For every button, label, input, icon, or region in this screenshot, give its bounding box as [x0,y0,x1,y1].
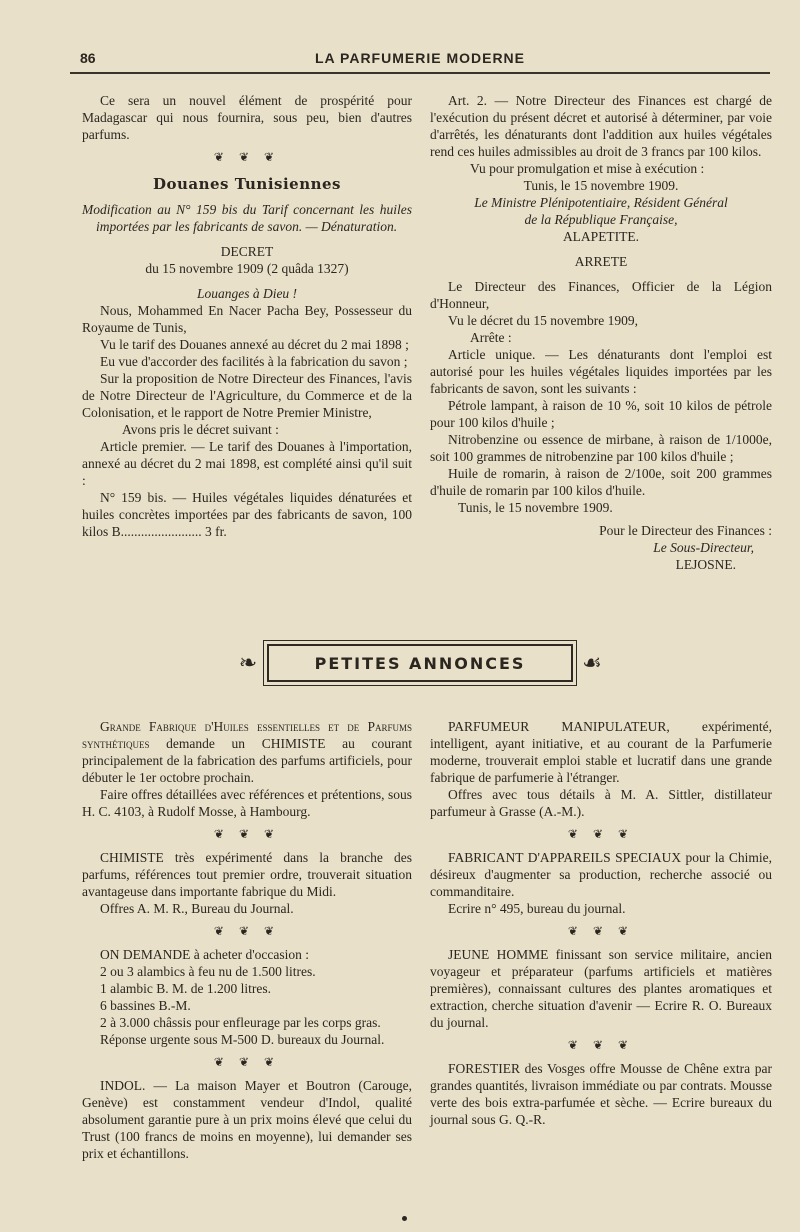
arrete-paragraph: Tunis, le 15 novembre 1909. [458,500,613,515]
signature-line: Pour le Directeur des Finances : [599,523,772,538]
decree-paragraph: Article premier. — Le tarif des Douanes à l'importation, annexé au décret du 2 mai 1898, est complété ainsi qu'il suit : [82,439,412,488]
ad-item: 1 alambic B. M. de 1.200 litres. [100,981,271,996]
decree-paragraph: Nous, Mohammed En Nacer Pacha Bey, Possesseur du Royaume de Tunis, [82,303,412,335]
place-date: Tunis, le 15 novembre 1909. [523,178,679,193]
minister-title: Le Ministre Plénipotentiaire, Résident Général [474,195,728,210]
minister-title: de la République Française, [524,212,678,227]
ad-contact: Ecrire n° 495, bureau du journal. [448,901,626,916]
arrete-paragraph: Vu le décret du 15 novembre 1909, [448,313,639,328]
header-rule [70,72,770,74]
arrete-paragraph: Article unique. — Les dénaturants dont l'emploi est autorisé pour les huiles végétales liquides importées par les fabricants de savon, sont les suivants : [430,347,772,396]
classified-ad: CHIMISTE très expérimenté dans la branche des parfums, références tout premier ordre, trouverait situation avantageuse dans importante fabrique du Midi. [82,850,412,899]
column-annonces-right [430,718,772,1128]
classified-ad: FABRICANT D'APPAREILS SPECIAUX pour la Chimie, désireux d'augmenter sa production, recherche associé ou commanditaire. [430,850,772,899]
ad-item: 2 à 3.000 châssis pour enfleurage par les corps gras. [100,1015,381,1030]
ornament-divider: ❦ ❦ ❦ [213,150,281,164]
ornament-divider: ❦ ❦ ❦ [213,924,281,938]
arrete-paragraph: Le Directeur des Finances, Officier de la Légion d'Honneur, [430,279,772,311]
ornament-divider: ❦ ❦ ❦ [567,1038,635,1052]
ad-contact: Faire offres détaillées avec références et prétentions, sous H. C. 4103, à Rudolf Mosse, à Hambourg. [82,787,412,819]
section-subtitle: Modification au N° 159 bis du Tarif concernant les huiles importées par les fabricants de savon. — Dénaturation. [82,202,412,234]
praise-line: Louanges à Dieu ! [196,286,298,301]
column-top-left [82,92,412,540]
banner-title: PETITES ANNONCES [314,654,526,673]
decree-paragraph: Art. 2. — Notre Directeur des Finances est chargé de l'exécution du présent décret et autorisé à déterminer, par voie d'arrêtés, les dénaturants dont l'addition aux huiles végétales rend ces huiles admissibles au droit de 3 francs par 100 kilos. [430,93,772,159]
footer-dot [402,1216,407,1221]
intro-paragraph: Ce sera un nouvel élément de prospérité pour Madagascar qui nous fournira, sous peu, bien d'autres parfums. [82,93,412,142]
ornament-divider: ❦ ❦ ❦ [213,827,281,841]
signature-name: LEJOSNE. [675,557,736,572]
ad-body: demande un CHIMISTE au courant principalement de la fabrication des parfums artificiels, pour débuter le 1er octobre prochain. [82,736,412,785]
ad-contact: Offres A. M. R., Bureau du Journal. [100,901,294,916]
ad-item: 6 bassines B.-M. [100,998,191,1013]
decree-title: DECRET [220,244,274,259]
flourish-icon: ❧ [238,650,258,675]
decree-paragraph: N° 159 bis. — Huiles végétales liquides dénaturées et huiles concrètes importées par des fabricants de savon, 100 kilos B........................ 3 fr. [82,490,412,539]
decree-paragraph: Vu le tarif des Douanes annexé au décret du 2 mai 1898 ; [100,337,409,352]
ornament-divider: ❦ ❦ ❦ [567,827,635,841]
journal-title: LA PARFUMERIE MODERNE [315,50,525,66]
decree-paragraph: Vu pour promulgation et mise à exécution : [470,161,705,176]
decree-date: du 15 novembre 1909 (2 quâda 1327) [145,261,349,276]
arrete-paragraph: Nitrobenzine ou essence de mirbane, à raison de 1/1000e, soit 100 grammes de nitrobenzine par 100 kilos d'huile ; [430,432,772,464]
page-header [70,46,770,72]
page-number: 86 [80,50,96,66]
arrete-paragraph: Arrête : [470,330,512,345]
ad-lead: Grande Fabrique d'Huiles essentielles et de Parfums synthétiques [82,719,412,751]
section-title: Douanes Tunisiennes [152,175,342,193]
decree-paragraph: Sur la proposition de Notre Directeur des Finances, l'avis de Notre Directeur de l'Agriculture, du Commerce et de la Colonisation, et le rapport de Notre Premier Ministre, [82,371,412,420]
classified-ad: JEUNE HOMME finissant son service militaire, ancien voyageur et préparateur (parfums artificiels et matières premières), connaissant cultures des plantes aromatiques et extraction, cherche situation d'avenir — Ecrire R. O. Bureaux du journal. [430,947,772,1030]
classified-ad: INDOL. — La maison Mayer et Boutron (Carouge, Genève) est constamment vendeur d'Indol, qualité absolument garantie pure à un prix moins élevé que celui du Trust (100 francs de moins en moyenne), lui demander ses prix et échantillons. [82,1078,412,1161]
decree-paragraph: Avons pris le décret suivant : [122,422,279,437]
ornament-divider: ❦ ❦ ❦ [213,1055,281,1069]
minister-name: ALAPETITE. [562,229,640,244]
decree-paragraph: Eu vue d'accorder des facilités à la fabrication du savon ; [100,354,408,369]
ad-contact: Offres avec tous détails à M. A. Sittler, distillateur parfumeur à Grasse (A.-M.). [430,787,772,819]
column-top-right [430,92,772,573]
arrete-paragraph: Pétrole lampant, à raison de 10 %, soit 10 kilos de pétrole pour 100 kilos d'huile ; [430,398,772,430]
classified-ad: FORESTIER des Vosges offre Mousse de Chêne extra par grandes quantités, livraison immédiate ou par contrats. Mousse verte des bois extra-parfumée et sèche. — Ecrire bureaux du journal sous G. Q.-R. [430,1061,772,1127]
ornament-divider: ❦ ❦ ❦ [567,924,635,938]
arrete-title: ARRETE [574,254,628,269]
classified-ad: PARFUMEUR MANIPULATEUR, expérimenté, intelligent, ayant initiative, et au courant de la Parfumerie moderne, trouverait emploi stable et lucratif dans une grande fabrique de parfumerie à l'étranger. [430,719,772,785]
ad-contact: Réponse urgente sous M-500 D. bureaux du Journal. [100,1032,385,1047]
signature-line: Le Sous-Directeur, [653,540,754,555]
classified-ad: ON DEMANDE à acheter d'occasion : [100,947,309,962]
column-annonces-left [82,718,412,1162]
arrete-paragraph: Huile de romarin, à raison de 2/100e, soit 200 grammes d'huile de romarin par 100 kilos d'huile. [430,466,772,498]
flourish-icon: ☙ [582,650,602,675]
ad-item: 2 ou 3 alambics à feu nu de 1.500 litres. [100,964,316,979]
petites-annonces-banner [235,640,605,686]
classified-ad [82,718,412,786]
